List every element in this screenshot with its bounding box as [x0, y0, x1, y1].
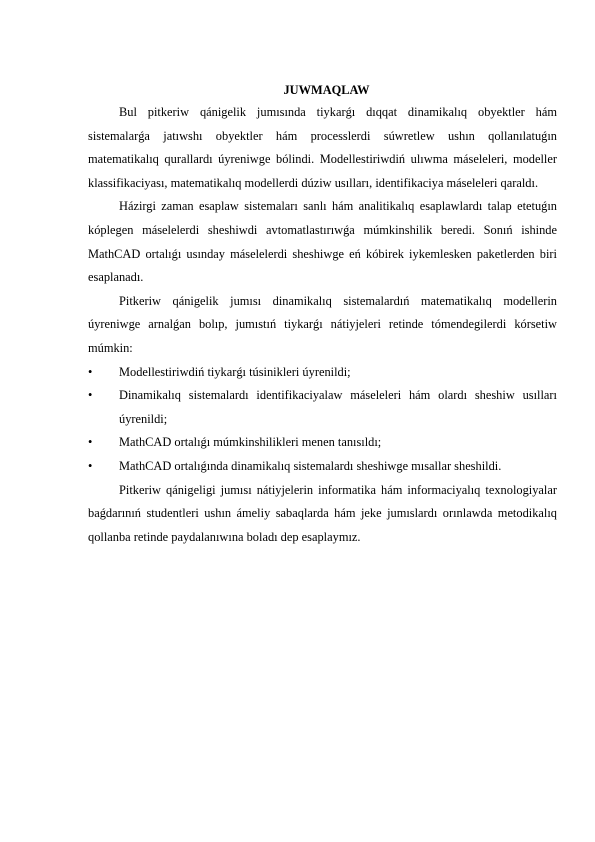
document-page: [88, 79, 557, 549]
list-item-text: MathCAD ortalıǵında dinamikalıq sistemalardı sheshiwge mısallar sheshildi.: [119, 458, 502, 473]
paragraph-results-intro: Pitkeriw qánigelik jumısı dinamikalıq sistemalardıń matematikalıq modellerin úyreniwge arnalǵan bolıp, jumıstıń tiykarǵı nátiyjeleri retinde tómendegilerdi kórsetiw múmkin:: [88, 293, 557, 355]
list-item: [88, 384, 557, 431]
bullet-mark: •: [88, 388, 93, 403]
bullet-mark: •: [88, 435, 93, 450]
list-item: [88, 431, 557, 455]
paragraph-intro: Bul pitkeriw qánigelik jumısında tiykarǵı dıqqat dinamikalıq obyektler hám sistemalarǵa jatıwshı obyektler hám processlerdi súwretlew ushın qollanılatuǵın matematikalıq qurallardı úyreniwge bólindi. Modellestiriwdiń ulıwma máseleleri, modeller klassifikaciyası, matematikalıq modellerdi dúziw usılları, identifikaciya máseleleri qaraldı.: [88, 105, 557, 190]
list-item-text: Modellestiriwdiń tiykarǵı túsinikleri úyrenildi;: [119, 364, 351, 379]
list-item: [88, 455, 557, 479]
list-item: [88, 361, 557, 385]
document-title: JUWMAQLAW: [283, 83, 370, 97]
paragraph-conclusion: Pitkeriw qánigeligi jumısı nátiyjelerin informatika hám informaciyalıq texnologiyalar baǵdarınıń studentleri ushın ámeliy sabaqlarda hám jeke jumıslardı orınlawda metodikalıq qollanba retinde paydalanıwına boladı dep esaplaymız.: [88, 482, 557, 544]
paragraph-computing-systems: Házirgi zaman esaplaw sistemaları sanlı hám analitikalıq esaplawlardı talap etetuǵın kóplegen máselelerdi sheshiwdi avtomatlastırıwǵa múmkinshilik beredi. Sonıń ishinde MathCAD ortalıǵı usınday máselelerdi sheshiwge eń kóbirek iykemlesken paketlerden biri esaplanadı.: [88, 199, 557, 285]
list-item-text: Dinamikalıq sistemalardı identifikaciyalaw máseleleri hám olardı sheshiw usılları úyrenildi;: [119, 388, 557, 426]
bullet-mark: •: [88, 458, 93, 473]
list-item-text: MathCAD ortalıǵı múmkinshilikleri menen tanısıldı;: [119, 435, 382, 450]
bullet-mark: •: [88, 364, 93, 379]
